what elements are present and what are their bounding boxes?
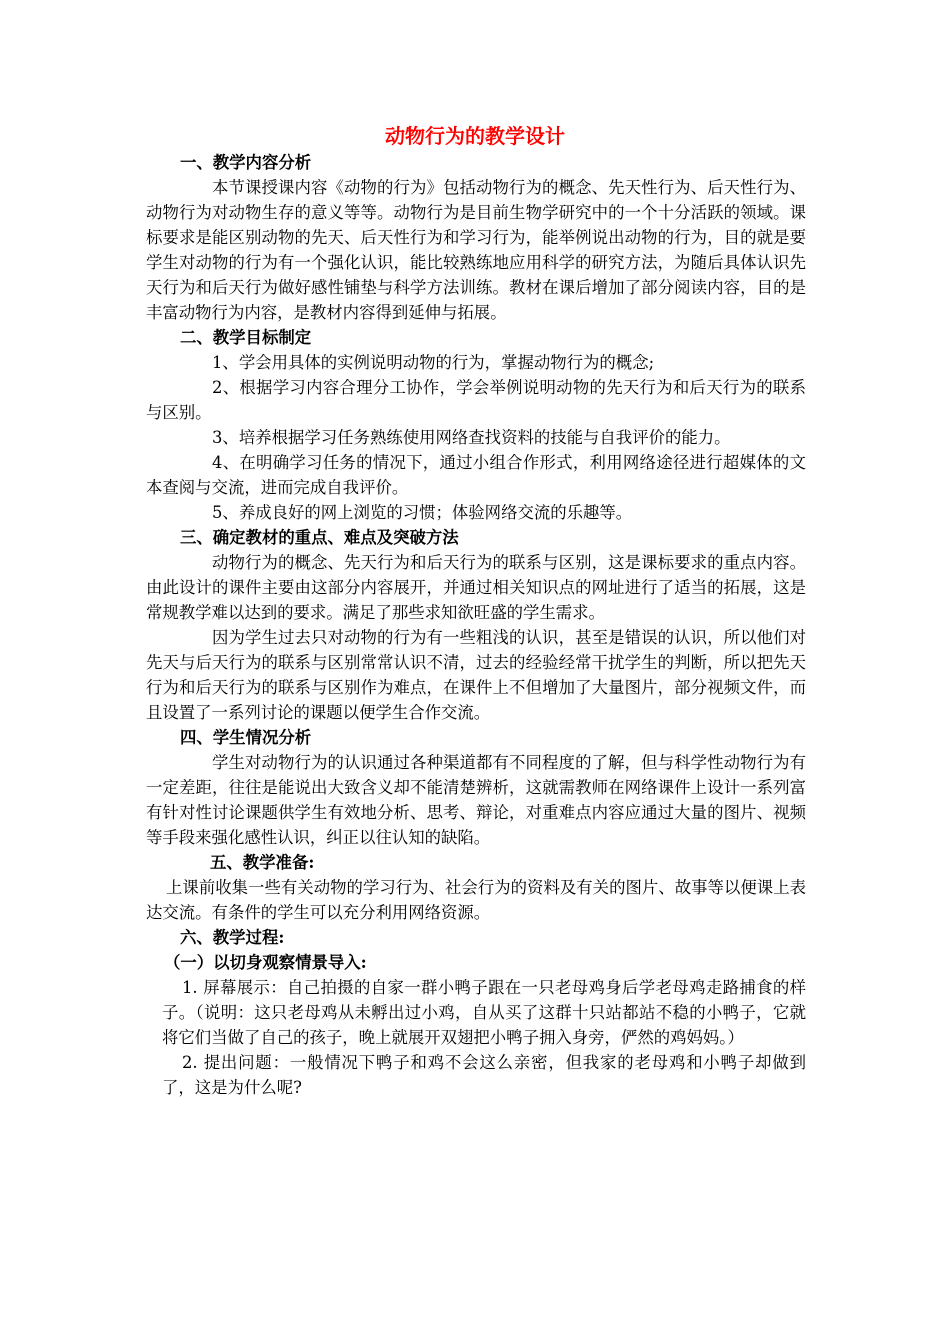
list-item: 2、根据学习内容合理分工协作，学会举例说明动物的先天行为和后天行为的联系与区别。 — [146, 378, 806, 422]
paragraph: 动物行为的概念、先天行为和后天行为的联系与区别，这是课标要求的重点内容。由此设计的课件主要由这部分内容展开，并通过相关知识点的网址进行了适当的拓展，这是常规教学难以达到的要求。满足了那些求知欲旺盛的学生需求。 — [146, 553, 806, 622]
paragraph: 学生对动物行为的认识通过各种渠道都有不同程度的了解，但与科学性动物行为有一定差距，往往是能说出大致含义却不能清楚辨析，这就需教师在网络课件上设计一系列富有针对性讨论课题供学生有效地分析、思考、辩论，对重难点内容应通过大量的图片、视频等手段来强化感性认识，纠正以往认知的缺陷。 — [146, 753, 806, 847]
section-heading: 五、教学准备: — [210, 853, 315, 872]
paragraph: 上课前收集一些有关动物的学习行为、社会行为的资料及有关的图片、故事等以便课上表达交流。有条件的学生可以充分利用网络资源。 — [146, 878, 806, 922]
section-heading: 四、学生情况分析 — [180, 728, 312, 747]
section-heading: 六、教学过程: — [180, 928, 285, 947]
document-body — [146, 150, 806, 1100]
list-item: 1. 屏幕展示：自己拍摄的自家一群小鸭子跟在一只老母鸡身后学老母鸡走路捕食的样子。（说明：这只老母鸡从未孵出过小鸡，自从买了这群十只站都站不稳的小鸭子，它就将它们当做了自己的孩子，晚上就展开双翅把小鸭子拥入身旁，俨然的鸡妈妈。） — [162, 978, 806, 1047]
sub-heading: （一）以切身观察情景导入: — [164, 953, 367, 972]
paragraph: 本节课授课内容《动物的行为》包括动物行为的概念、先天性行为、后天性行为、动物行为对动物生存的意义等等。动物行为是目前生物学研究中的一个十分活跃的领域。课标要求是能区别动物的先天、后天性行为和学习行为，能举例说出动物的行为，目的就是要学生对动物的行为有一个强化认识，能比较熟练地应用科学的研究方法，为随后具体认识先天行为和后天行为做好感性铺垫与科学方法训练。教材在课后增加了部分阅读内容，目的是丰富动物行为内容，是教材内容得到延伸与拓展。 — [146, 178, 806, 322]
list-item: 2. 提出问题：一般情况下鸭子和鸡不会这么亲密，但我家的老母鸡和小鸭子却做到了，这是为什么呢? — [162, 1053, 806, 1097]
section-heading: 三、确定教材的重点、难点及突破方法 — [180, 528, 459, 547]
paragraph: 因为学生过去只对动物的行为有一些粗浅的认识，甚至是错误的认识，所以他们对先天与后天行为的联系与区别常常认识不清，过去的经验经常干扰学生的判断，所以把先天行为和后天行为的联系与区别作为难点，在课件上不但增加了大量图片，部分视频文件，而且设置了一系列讨论的课题以便学生合作交流。 — [146, 628, 806, 722]
document-title: 动物行为的教学设计 — [385, 124, 565, 148]
list-item: 5、养成良好的网上浏览的习惯；体验网络交流的乐趣等。 — [212, 503, 633, 522]
list-item: 3、培养根据学习任务熟练使用网络查找资料的技能与自我评价的能力。 — [212, 428, 731, 447]
section-heading: 二、教学目标制定 — [180, 328, 312, 347]
list-item: 1、学会用具体的实例说明动物的行为，掌握动物行为的概念; — [212, 353, 655, 372]
list-item: 4、在明确学习任务的情况下，通过小组合作形式，利用网络途径进行超媒体的文本查阅与交流，进而完成自我评价。 — [146, 453, 806, 497]
section-heading: 一、教学内容分析 — [180, 153, 312, 172]
